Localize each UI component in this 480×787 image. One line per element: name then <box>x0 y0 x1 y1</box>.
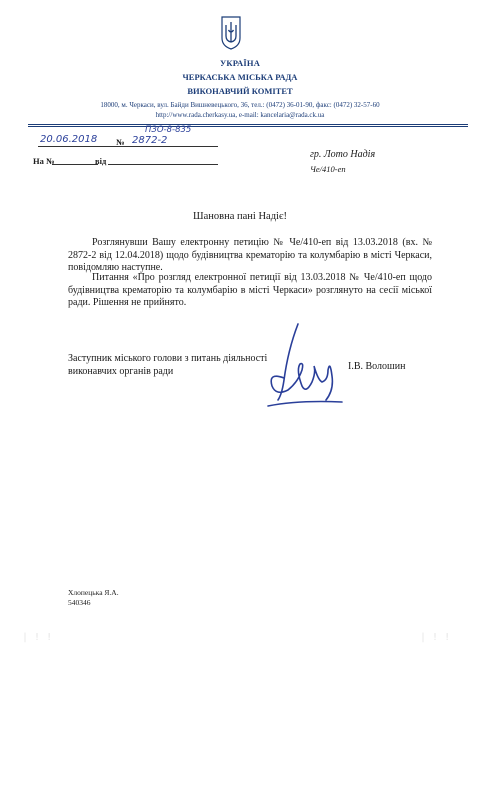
recipient-name: гр. Лото Надія <box>310 149 376 160</box>
recipient-reference: Че/410-еп <box>310 164 346 174</box>
signatory-title: Заступник міського голови з питань діяльності виконавчих органів ради <box>68 353 268 377</box>
outgoing-date: 20.06.2018 <box>40 134 98 145</box>
reply-to-date-line <box>108 164 218 165</box>
letterhead-divider-thin <box>28 126 468 127</box>
signatory-name: І.В. Волошин <box>348 361 406 372</box>
outgoing-number: 2872-2 <box>132 135 168 146</box>
outgoing-number-label: № <box>116 137 125 147</box>
executor-phone: 540346 <box>68 598 91 607</box>
letterhead-committee: ВИКОНАВЧИЙ КОМІТЕТ <box>187 86 293 96</box>
body-paragraph-2: Питання «Про розгляд електронної петиції від 13.03.2018 № Че/410-еп щодо будівництва крематорію та колумбарію в місті Черкаси» розглянуто на сесії міської ради. Рішення не прийнято. <box>68 272 432 309</box>
reply-to-number-line <box>52 164 98 165</box>
letterhead-divider <box>28 124 468 125</box>
letterhead-council: ЧЕРКАСЬКА МІСЬКА РАДА <box>182 72 298 82</box>
handwritten-signature <box>258 320 346 412</box>
outgoing-number-line <box>130 146 218 147</box>
show-through-mark: | ! ! <box>22 632 53 643</box>
letterhead-contacts: http://www.rada.cherkasy.ua, e-mail: kancelaria@rada.ck.ua <box>155 111 325 119</box>
letterhead-address: 18000, м. Черкаси, вул. Байди Вишневецького, 36, тел.: (0472) 36-01-90, факс: (0472) 32-57-60 <box>100 101 380 109</box>
executor-name: Хлопецька Я.А. <box>68 588 119 597</box>
salutation: Шановна пані Надіє! <box>193 211 287 222</box>
body-paragraph-1: Розглянувши Вашу електронну петицію № Че/410-еп від 13.03.2018 (вх. № 2872-2 від 12.04.2018) щодо будівництва крематорію та колумбарію в місті Черкаси, повідомляю наступне. <box>68 237 432 274</box>
reply-to-from-label: від <box>95 156 107 166</box>
reply-to-label: На № <box>33 156 55 166</box>
trident-coat-of-arms-icon <box>220 16 242 50</box>
letterhead-country: УКРАЇНА <box>219 58 261 68</box>
outgoing-number-note: ПЗО-8-835 <box>145 125 192 135</box>
show-through-mark: | ! ! <box>420 632 451 643</box>
